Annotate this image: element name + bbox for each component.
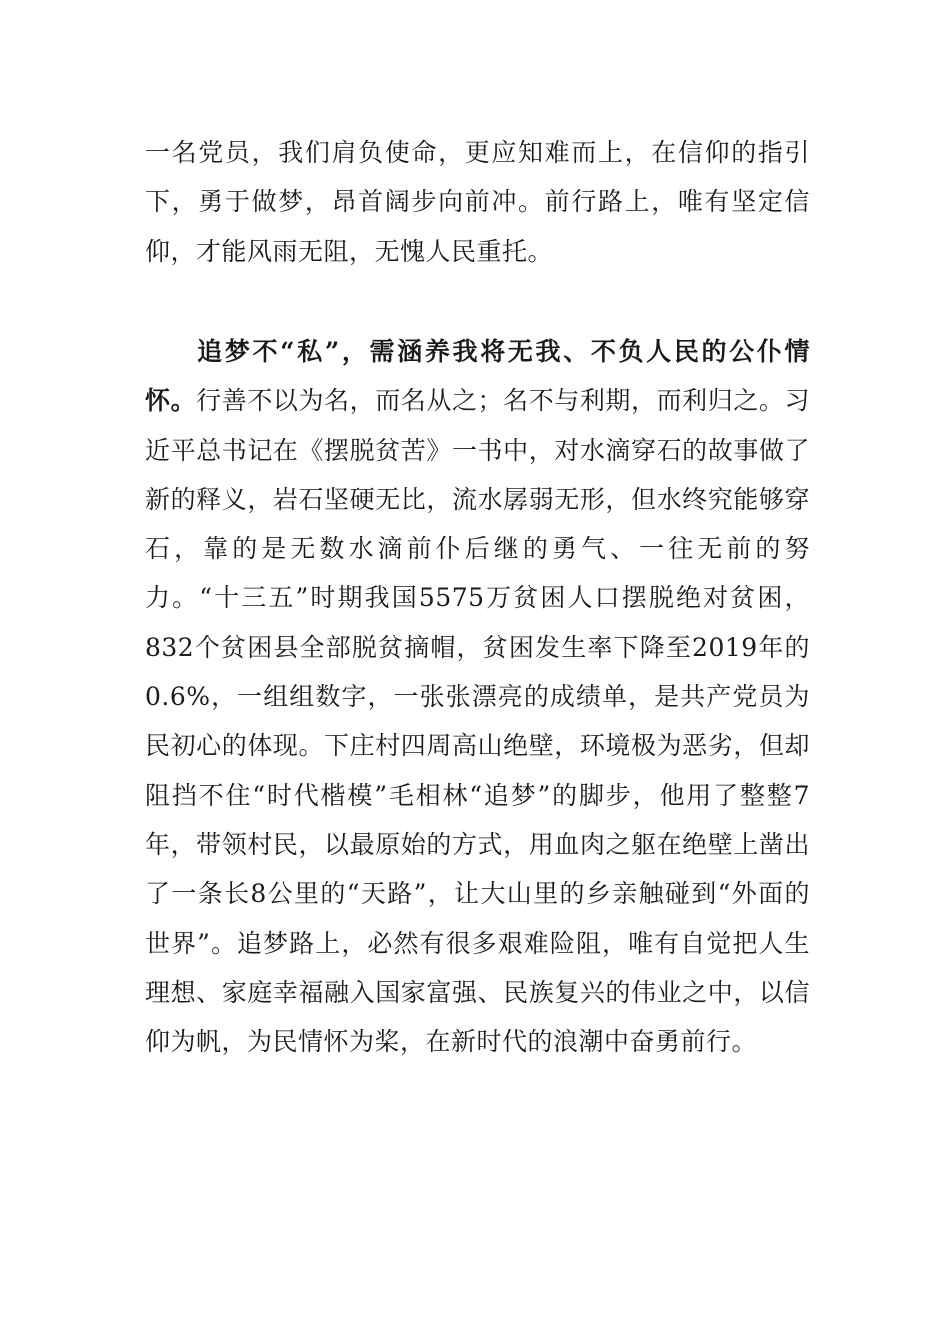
paragraph-pursuit-of-dream (145, 327, 810, 1066)
paragraph-lead-sentence: 追梦不“私”，需涵养我将无我、不负人民的公仆情怀。 (145, 337, 810, 416)
paragraph-continuation (145, 128, 810, 276)
paragraph-body: 一名党员，我们肩负使命，更应知难而上，在信仰的指引下，勇于做梦，昂首阔步向前冲。前行路上，唯有坚定信仰，才能风雨无阻，无愧人民重托。 (145, 138, 810, 266)
paragraph-body: 行善不以为名，而名从之；名不与利期，而利归之。习近平总书记在《摆脱贫苦》一书中，对水滴穿石的故事做了新的释义，岩石坚硬无比，流水孱弱无形，但水终究能够穿石，靠的是无数水滴前仆后继的勇气、一往无前的努力。“十三五”时期我国5575万贫困人口摆脱绝对贫困，832个贫困县全部脱贫摘帽，贫困发生率下降至2019年的0.6%，一组组数字，一张张漂亮的成绩单，是共产党员为民初心的体现。下庄村四周高山绝壁，环境极为恶劣，但却阻挡不住“时代楷模”毛相林“追梦”的脚步，他用了整整7年，带领村民，以最原始的方式，用血肉之躯在绝壁上凿出了一条长8公里的“天路”，让大山里的乡亲触碰到“外面的世界”。追梦路上，必然有很多艰难险阻，唯有自觉把人生理想、家庭幸福融入国家富强、民族复兴的伟业之中，以信仰为帆，为民情怀为桨，在新时代的浪潮中奋勇前行。 (145, 386, 810, 1057)
